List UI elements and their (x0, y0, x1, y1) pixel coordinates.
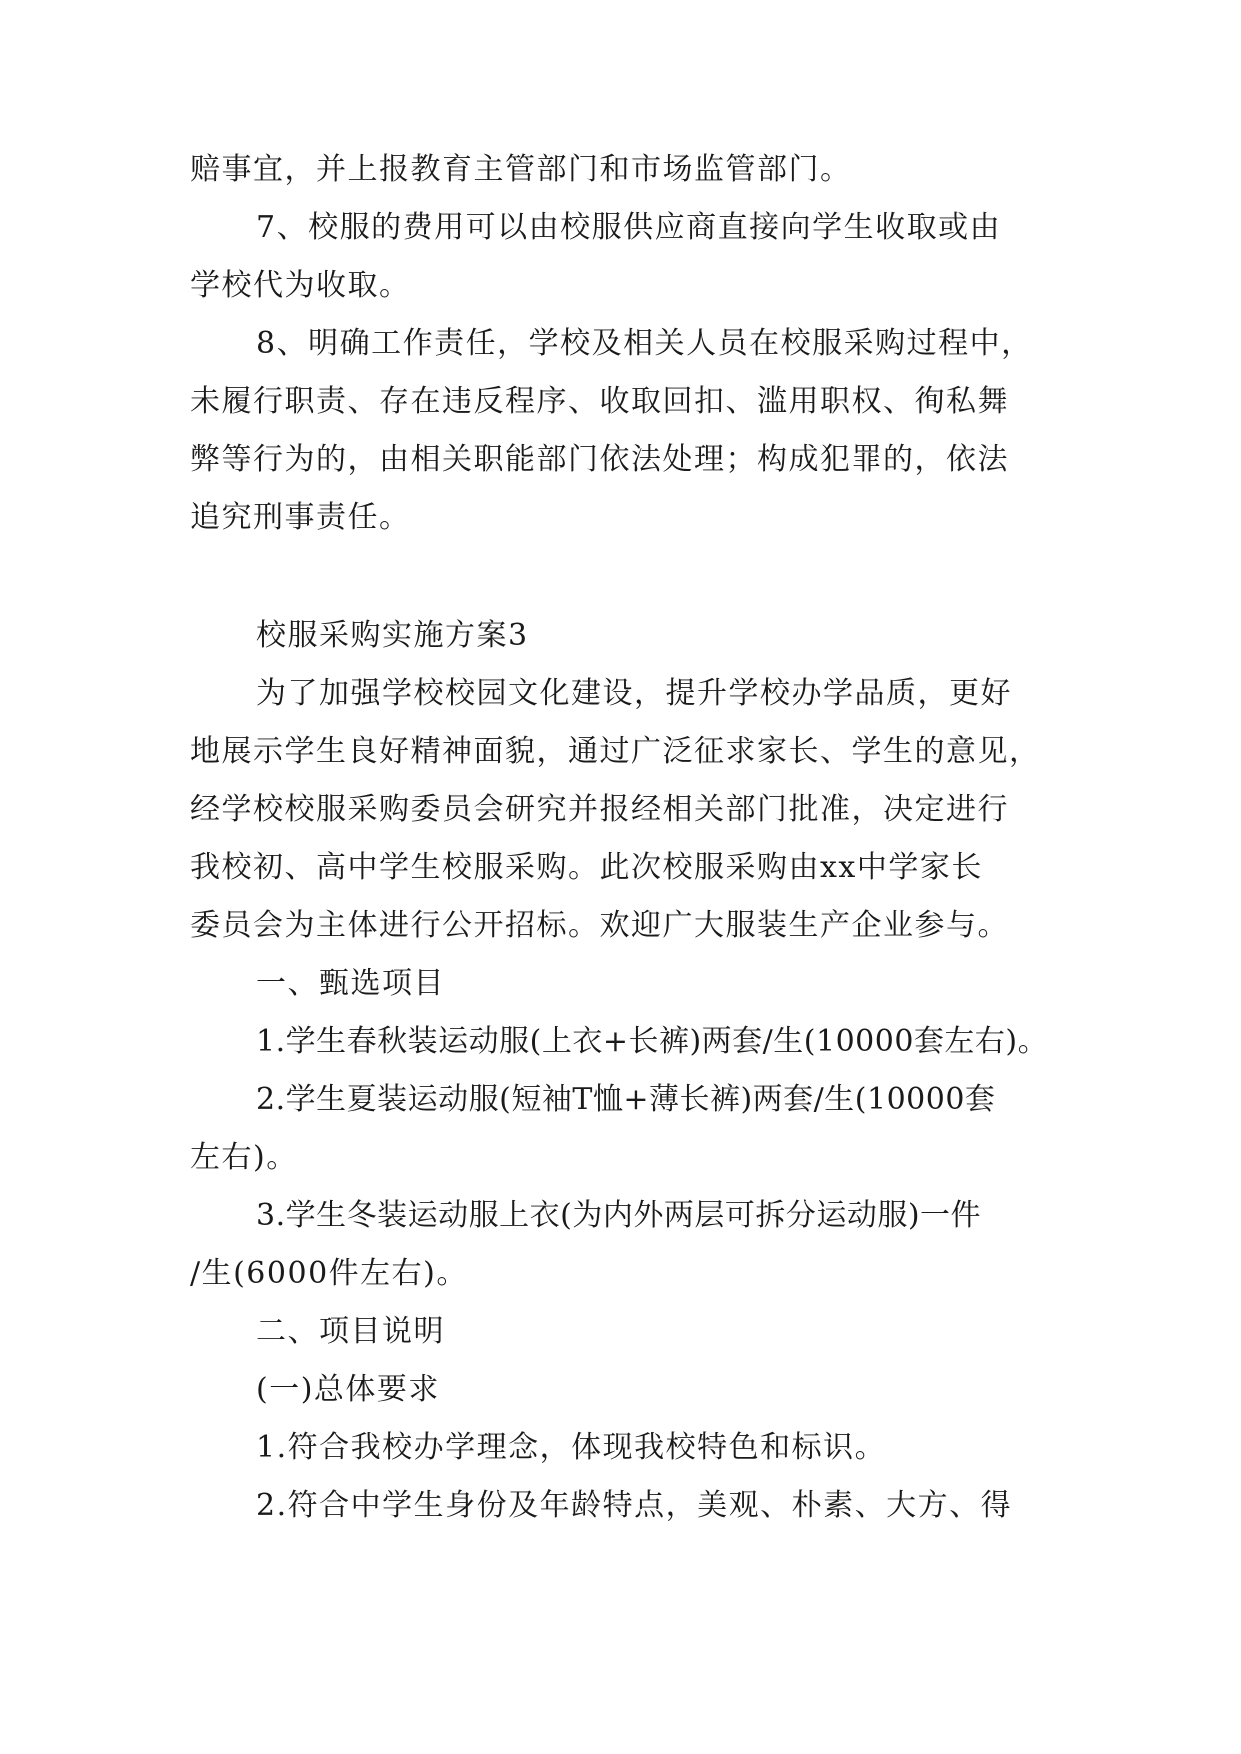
list-item-continuation: 左右)。 (190, 1140, 298, 1175)
list-item: 2.符合中学生身份及年龄特点，美观、朴素、大方、得 (256, 1488, 1013, 1523)
section-heading: 一、甄选项目 (256, 966, 445, 1001)
paragraph-line: 经学校校服采购委员会研究并报经相关部门批准，决定进行 (190, 792, 1009, 827)
list-item: 3.学生冬装运动服上衣(为内外两层可拆分运动服)一件 (256, 1198, 982, 1233)
paragraph-line: 7、校服的费用可以由校服供应商直接向学生收取或由 (256, 210, 1002, 245)
paragraph-line: 学校代为收取。 (190, 268, 411, 303)
list-item: 1.符合我校办学理念，体现我校特色和标识。 (256, 1430, 887, 1465)
subsection-heading: (一)总体要求 (256, 1372, 440, 1407)
paragraph-line: 弊等行为的，由相关职能部门依法处理；构成犯罪的，依法 (190, 442, 1009, 477)
paragraph-line: 追究刑事责任。 (190, 500, 411, 535)
paragraph-line: 委员会为主体进行公开招标。欢迎广大服装生产企业参与。 (190, 908, 1009, 943)
paragraph-line: 地展示学生良好精神面貌，通过广泛征求家长、学生的意见， (190, 734, 1041, 769)
paragraph-line: 为了加强学校校园文化建设，提升学校办学品质，更好 (256, 676, 1012, 711)
paragraph-line: 未履行职责、存在违反程序、收取回扣、滥用职权、徇私舞 (190, 384, 1009, 419)
section-heading: 二、项目说明 (256, 1314, 445, 1349)
list-item: 1.学生春秋装运动服(上衣+长裤)两套/生(10000套左右)。 (256, 1024, 1049, 1059)
paragraph-line: 8、明确工作责任，学校及相关人员在校服采购过程中， (256, 326, 1033, 361)
section-title: 校服采购实施方案3 (256, 618, 529, 653)
paragraph-line: 赔事宜，并上报教育主管部门和市场监管部门。 (190, 152, 852, 187)
paragraph-line: 我校初、高中学生校服采购。此次校服采购由xx中学家长 (190, 850, 983, 885)
list-item-continuation: /生(6000件左右)。 (190, 1256, 468, 1291)
list-item: 2.学生夏装运动服(短袖T恤+薄长裤)两套/生(10000套 (256, 1082, 996, 1117)
